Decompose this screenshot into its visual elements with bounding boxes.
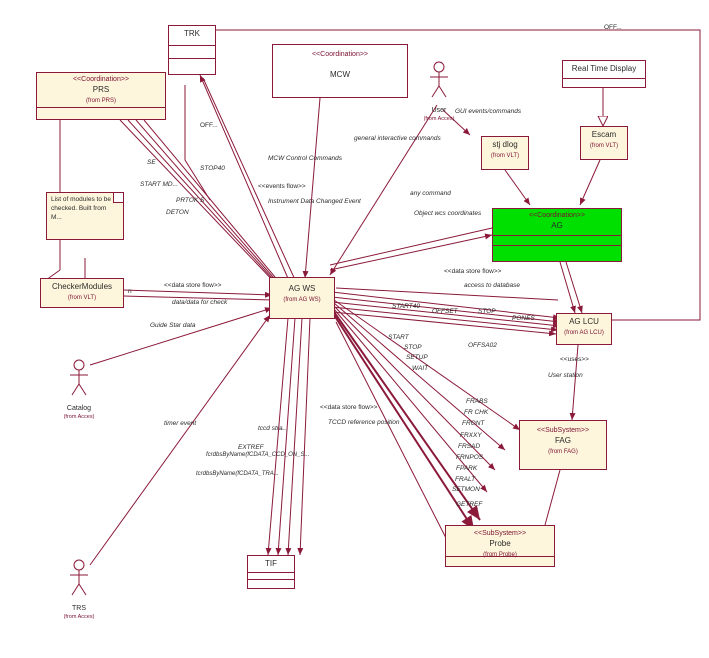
node-trk-name: TRK (184, 29, 200, 38)
edge-label-object-wcs: Object wcs coordinates (414, 210, 482, 217)
node-escam[interactable] (580, 126, 628, 160)
node-tif[interactable] (247, 555, 295, 589)
actor-icon (56, 558, 102, 598)
note-fold-corner (113, 193, 123, 203)
edge-label-off-top: OFF... (604, 24, 622, 31)
edge-label-events-flow: <<events flow>> (258, 183, 306, 190)
actor-user-label: User (431, 107, 447, 114)
edge-label-tccd-stra: tccd stra... (258, 425, 288, 432)
edge-label-any-command: any command (410, 190, 451, 197)
actor-user-sub: (from Acces) (423, 116, 455, 122)
edge-label-start40: START40 (392, 303, 420, 310)
node-prs-name: PRS (92, 84, 110, 94)
note-modules (46, 192, 124, 240)
edge-label-fpark: FPARK (456, 465, 478, 472)
edge-label-guide-star: Guide Star data (150, 322, 196, 329)
node-real-time-display[interactable] (562, 60, 646, 88)
edge-label-offset: OFFSET (432, 308, 458, 315)
node-stjdlog-sub: (from VLT) (490, 152, 520, 159)
node-fag-name: FAG (554, 435, 571, 445)
edge-label-stop: STOP (478, 308, 496, 315)
edge-label-setmon: SETMON (452, 486, 480, 493)
actor-trs-sub: (from Acces) (63, 614, 95, 620)
node-ag[interactable] (492, 208, 622, 262)
edge-label-data-check: data/data for check (172, 299, 228, 306)
node-rtd-name: Real Time Display (571, 64, 637, 73)
edge-label-deton: DETON (166, 209, 189, 216)
edge-label-setup: SETUP (406, 354, 428, 361)
node-aglcu-sub: (from AG LCU) (564, 329, 604, 336)
edge-label-datastore-top: <<data store flow>> (444, 268, 502, 275)
edge-label-front: FRONT (462, 420, 485, 427)
edge-label-frabs: FRABS (466, 398, 488, 405)
node-prs-stereotype: <<Coordination>> (72, 76, 130, 83)
node-trk[interactable] (168, 25, 216, 75)
node-tif-name: TIF (265, 559, 277, 568)
edge-label-frxxy: FRXXY (460, 432, 482, 439)
edge-label-extref: EXTREF (238, 444, 264, 451)
node-probe[interactable] (445, 525, 555, 567)
edge-label-stop2: STOP (404, 344, 422, 351)
edge-label-uses: <<uses>> (560, 356, 589, 363)
node-ag-ws[interactable] (269, 277, 335, 319)
edge-label-instr-changed: Instrument Data Changed Event (268, 198, 361, 205)
note-modules-text: List of modules to be checked. Built from M... (51, 196, 111, 221)
edge-label-frchk: FR CHK (464, 409, 489, 416)
edge-label-frnpos: FRNPOS (456, 454, 484, 461)
edge-label-offsa02: OFFSA02 (468, 342, 497, 349)
edge-label-stop40: STOP40 (200, 165, 225, 172)
node-mcw-stereotype: <<Coordination>> (311, 51, 369, 58)
edge-label-off-left: OFF... (200, 122, 218, 129)
edge-label-frsad: FRSAD (458, 443, 481, 450)
edge-label-timer-event: timer event (164, 420, 197, 427)
edge-label-user-station: User station (548, 372, 583, 379)
actor-trs-label: TRS (72, 605, 86, 612)
node-ag-lcu[interactable] (556, 313, 612, 345)
node-checker-name: CheckerModules (51, 282, 113, 291)
node-mcw-name: MCW (330, 69, 350, 79)
actor-catalog-sub: (from Acces) (63, 414, 95, 420)
actor-catalog[interactable] (56, 358, 102, 420)
node-prs-sub: (from PRS) (86, 97, 116, 104)
actor-icon (56, 358, 102, 398)
node-fag-stereotype: <<SubSystem>> (536, 427, 590, 434)
actor-trs[interactable] (56, 558, 102, 620)
edge-label-wait: WAIT (412, 365, 429, 372)
node-probe-name: Probe (489, 538, 511, 548)
node-stjdlog-name: stj dlog (492, 140, 518, 149)
node-stjdlog[interactable] (481, 136, 529, 170)
node-escam-name: Escam (591, 130, 617, 139)
actor-catalog-label: Catalog (66, 405, 92, 412)
node-probe-sub: (from Probe) (483, 551, 517, 558)
edge-label-se: SE (147, 159, 156, 166)
edge-label-mcw-control: MCW Control Commands (268, 155, 343, 162)
node-checker-modules[interactable] (40, 278, 124, 308)
edge-label-start: START (388, 334, 409, 341)
node-ag-name: AG (551, 220, 563, 230)
edge-label-tcrdbs: tcrdbsByName(fCDATA_TRA... (196, 471, 279, 477)
node-prs[interactable] (36, 72, 166, 120)
edge-label-fcrdbs: fcrdbsByName(fCDATA_CCD_ON_S... (206, 452, 310, 458)
edge-label-datastore-left: <<data store flow>> (164, 282, 222, 289)
edge-label-prtok: PRTOK S (176, 197, 205, 204)
node-fag-sub: (from FAG) (548, 448, 578, 455)
edge-label-fralt: FRALT (455, 476, 476, 483)
edge-label-datastore-bottom: <<data store flow>> (320, 404, 378, 411)
edge-label-pones: PONES (512, 315, 535, 322)
node-fag[interactable] (519, 420, 607, 470)
edge-label-access-db: access to database (464, 282, 521, 289)
node-agws-sub: (from AG WS) (283, 296, 321, 303)
node-mcw[interactable] (272, 44, 408, 98)
node-aglcu-name: AG LCU (569, 317, 599, 326)
node-escam-sub: (from VLT) (589, 142, 619, 149)
edge-label-startmd: START MD... (140, 181, 179, 188)
multiplicity-n: n (128, 288, 132, 295)
node-ag-stereotype: <<Coordination>> (528, 212, 586, 219)
actor-icon (416, 60, 462, 100)
node-probe-stereotype: <<SubSystem>> (473, 530, 527, 537)
edge-label-ccd-ref: TCCD reference position (328, 419, 400, 426)
node-checker-sub: (from VLT) (67, 294, 97, 301)
edge-label-getref: GETREF (456, 501, 483, 508)
edge-label-gui-events: GUI events/commands (455, 108, 522, 115)
edge-label-general-interactive: general interactive commands (354, 135, 441, 142)
node-agws-name: AG WS (288, 284, 316, 293)
